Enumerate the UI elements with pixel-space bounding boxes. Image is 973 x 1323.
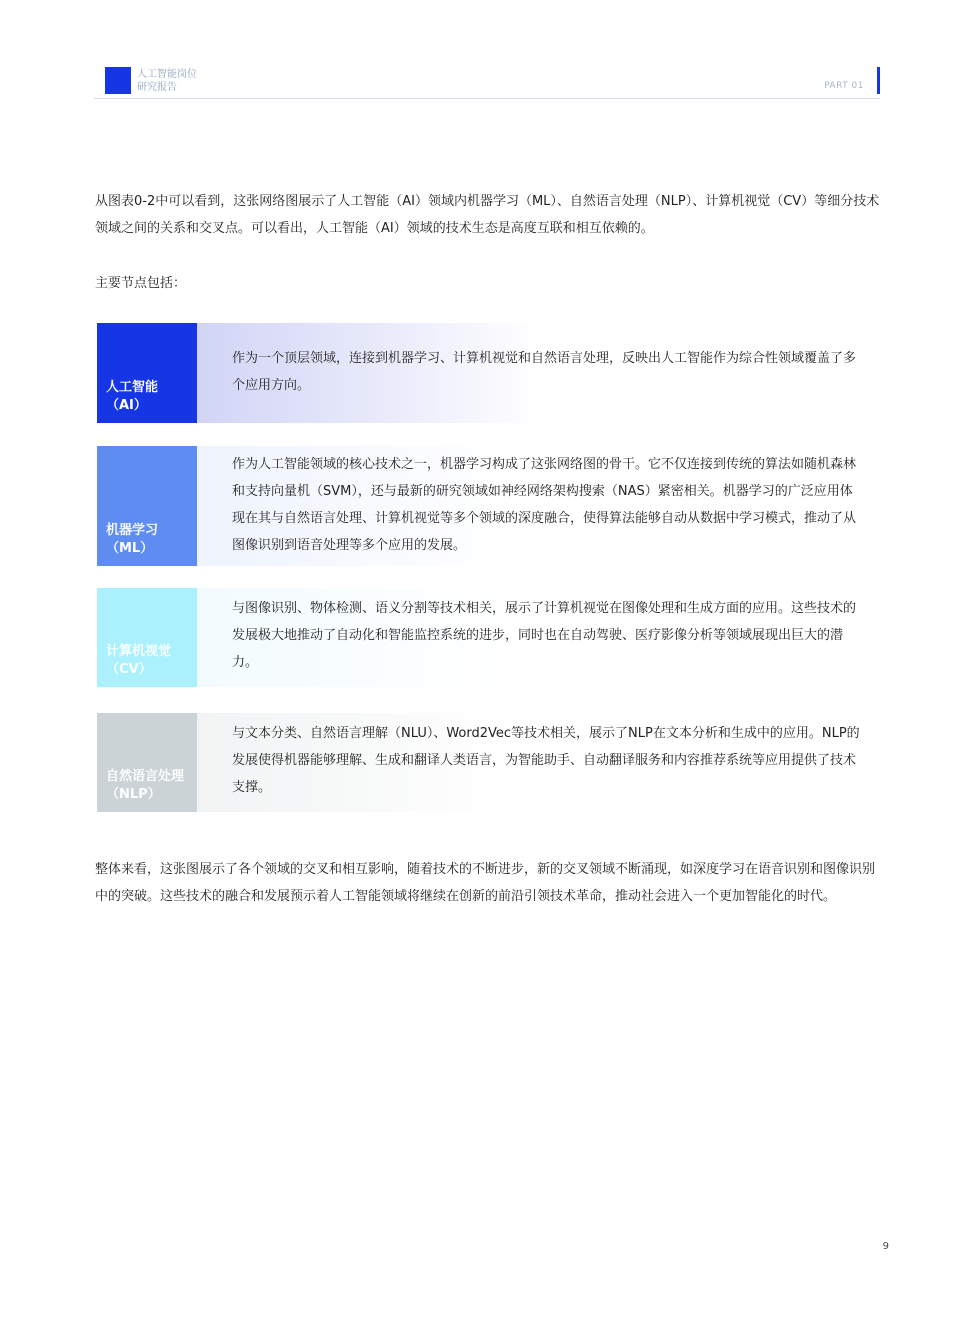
node-description-ai: 作为一个顶层领域，连接到机器学习、计算机视觉和自然语言处理，反映出人工智能作为综合性领域覆盖了多个应用方向。: [232, 351, 857, 393]
intro-paragraph: 从图表0-2中可以看到，这张网络图展示了人工智能（AI）领域内机器学习（ML）、自然语言处理（NLP）、计算机视觉（CV）等细分技术领域之间的关系和交叉点。可以看出，人工智能（AI）领域的技术生态是高度互联和相互依赖的。: [95, 194, 880, 236]
node-card-ai: [97, 323, 882, 423]
header-logo-block: [105, 67, 131, 94]
conclusion-paragraph: 整体来看，这张图展示了各个领域的交叉和相互影响，随着技术的不断进步，新的交叉领域不断涌现，如深度学习在语音识别和图像识别中的突破。这些技术的融合和发展预示着人工智能领域将继续在创新的前沿引领技术革命，推动社会进入一个更加智能化的时代。: [95, 862, 876, 904]
node-label-cv: [97, 588, 197, 687]
node-card-nlp: [97, 713, 882, 812]
node-label-nlp-line2: （NLP）: [106, 787, 161, 802]
nodes-heading: 主要节点包括：: [95, 276, 187, 291]
node-label-ai: [97, 323, 197, 423]
node-label-ai-line2: （AI）: [106, 398, 147, 413]
header-title-line1: 人工智能岗位: [137, 69, 197, 80]
node-description-nlp: 与文本分类、自然语言理解（NLU）、Word2Vec等技术相关，展示了NLP在文本分析和生成中的应用。NLP的发展使得机器能够理解、生成和翻译人类语言，为智能助手、自动翻译服务和内容推荐系统等应用提供了技术支撑。: [232, 726, 860, 795]
header-accent-bar: [877, 67, 880, 94]
node-description-cv: 与图像识别、物体检测、语义分割等技术相关，展示了计算机视觉在图像处理和生成方面的应用。这些技术的发展极大地推动了自动化和智能监控系统的进步，同时也在自动驾驶、医疗影像分析等领域展现出巨大的潜力。: [232, 601, 857, 670]
node-label-nlp: [97, 713, 197, 812]
node-description-ml: 作为人工智能领域的核心技术之一，机器学习构成了这张网络图的骨干。它不仅连接到传统的算法如随机森林和支持向量机（SVM），还与最新的研究领域如神经网络架构搜索（NAS）紧密相关。机器学习的广泛应用体现在其与自然语言处理、计算机视觉等多个领域的深度融合，使得算法能够自动从数据中学习模式，推动了从图像识别到语音处理等多个应用的发展。: [232, 457, 857, 553]
page-header: [105, 67, 880, 99]
node-label-cv-line2: （CV）: [106, 662, 152, 677]
header-title-line2: 研究报告: [137, 82, 177, 93]
node-label-ml-line2: （ML）: [106, 541, 154, 556]
node-label-ai-line1: 人工智能: [106, 380, 159, 395]
page-number: 9: [882, 1241, 889, 1252]
header-part-label: PART 01: [824, 81, 864, 91]
header-divider: [94, 98, 880, 99]
node-label-nlp-line1: 自然语言处理: [106, 769, 185, 784]
node-card-ml: [97, 446, 882, 566]
node-card-cv: [97, 588, 882, 687]
node-label-ml: [97, 446, 197, 566]
node-label-ml-line1: 机器学习: [106, 523, 159, 538]
node-label-cv-line1: 计算机视觉: [106, 644, 172, 659]
